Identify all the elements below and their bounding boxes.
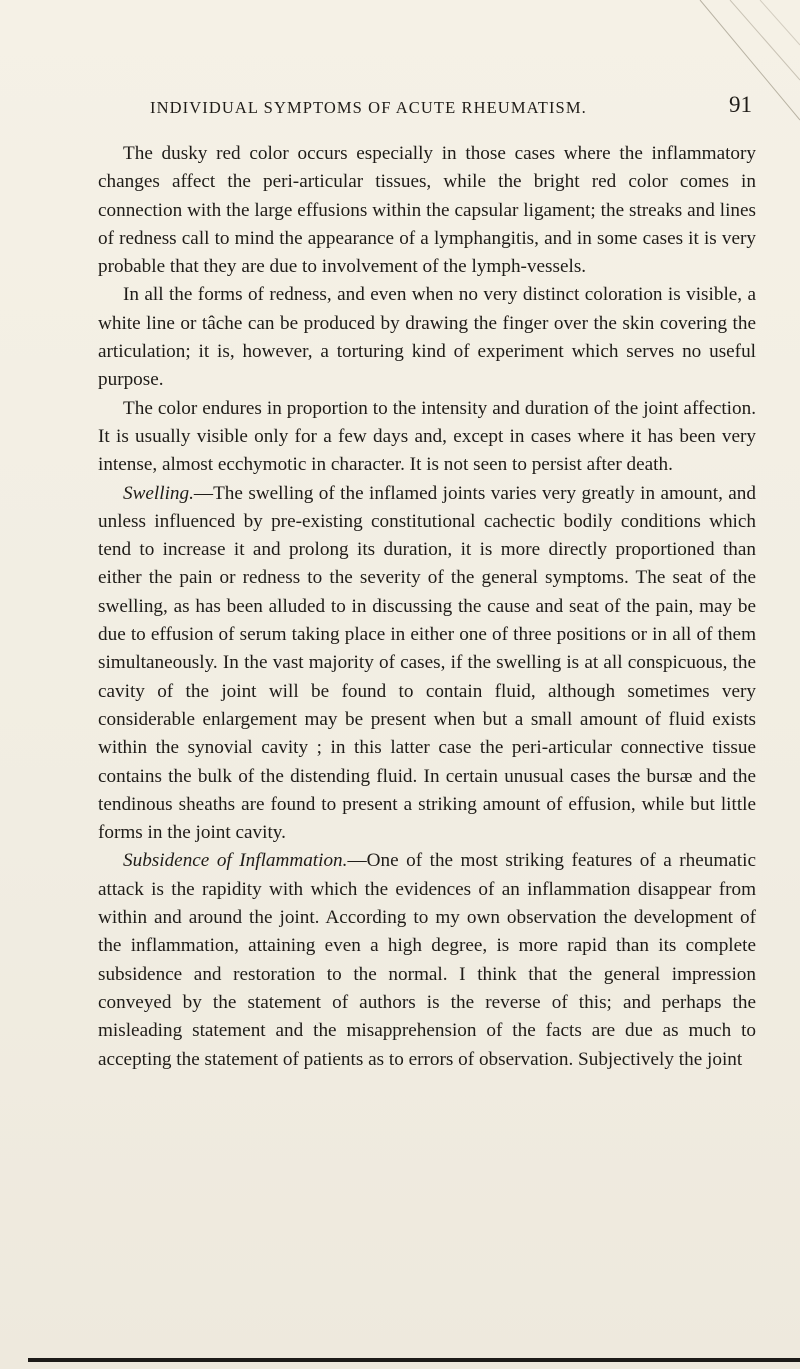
paragraph: [98, 395, 756, 480]
page-header: [150, 92, 770, 124]
paragraph-subsidence: [98, 847, 756, 1073]
paragraph: [98, 140, 756, 281]
running-head: INDIVIDUAL SYMPTOMS OF ACUTE RHEUMATISM.: [150, 98, 587, 117]
paragraph-text: —One of the most striking features of a rheumatic attack is the rapidity with which the evidences of an inflammation disappear from within and around the joint. According to my own observation the development of the inflammation, attaining even a high degree, is more rapid than its complete subsidence and restoration to the normal. I think that the general impression conveyed by the statement of authors is the reverse of this; and perhaps the misleading statement and the misapprehension of the facts are due as much to accepting the statement of patients as to errors of observation. Subjectively the joint: [98, 850, 756, 1070]
paragraph-heading: Swelling.: [123, 482, 194, 504]
body-text: [98, 140, 756, 1074]
paragraph-text: The dusky red color occurs especially in those cases where the inflammatory changes affect the peri-articular tissues, while the bright red color comes in connection with the large effusions within the capsular ligament; the streaks and lines of redness call to mind the appearance of a lymphangitis, and in some cases it is very probable that they are due to involvement of the lymph-vessels.: [98, 143, 756, 278]
page-number: 91: [729, 92, 752, 117]
paragraph-text: In all the forms of redness, and even when no very distinct coloration is visible, a white line or tâche can be produced by drawing the finger over the skin covering the articulation; it is, however, a torturing kind of experiment which serves no useful purpose.: [98, 284, 756, 391]
paragraph-heading: Subsidence of Inflammation.: [123, 850, 348, 872]
paragraph-swelling: [98, 480, 756, 848]
bottom-edge-rule: [28, 1358, 800, 1362]
page-corner-crease: [690, 0, 800, 150]
paragraph-text: —The swelling of the inflamed joints varies very greatly in amount, and unless influenced by pre-existing constitutional cachectic bodily conditions which tend to increase it and prolong its duration, it is more directly proportioned than either the pain or redness to the severity of the general symptoms. The seat of the swelling, as has been alluded to in discussing the cause and seat of the pain, may be due to effusion of serum taking place in either one of three positions or in all of them simultaneously. In the vast majority of cases, if the swelling is at all conspicuous, the cavity of the joint will be found to contain fluid, although sometimes very considerable enlargement may be present when but a small amount of fluid exists within the synovial cavity ; in this latter case the peri-articular connective tissue contains the bulk of the distending fluid. In certain unusual cases the bursæ and the tendinous sheaths are found to present a striking amount of effusion, while but little forms in the joint cavity.: [98, 482, 756, 844]
paragraph: [98, 281, 756, 394]
paragraph-text: The color endures in proportion to the intensity and duration of the joint affection. It is usually visible only for a few days and, except in cases where it has been very intense, almost ecchymotic in character. It is not seen to persist after death.: [98, 397, 756, 476]
